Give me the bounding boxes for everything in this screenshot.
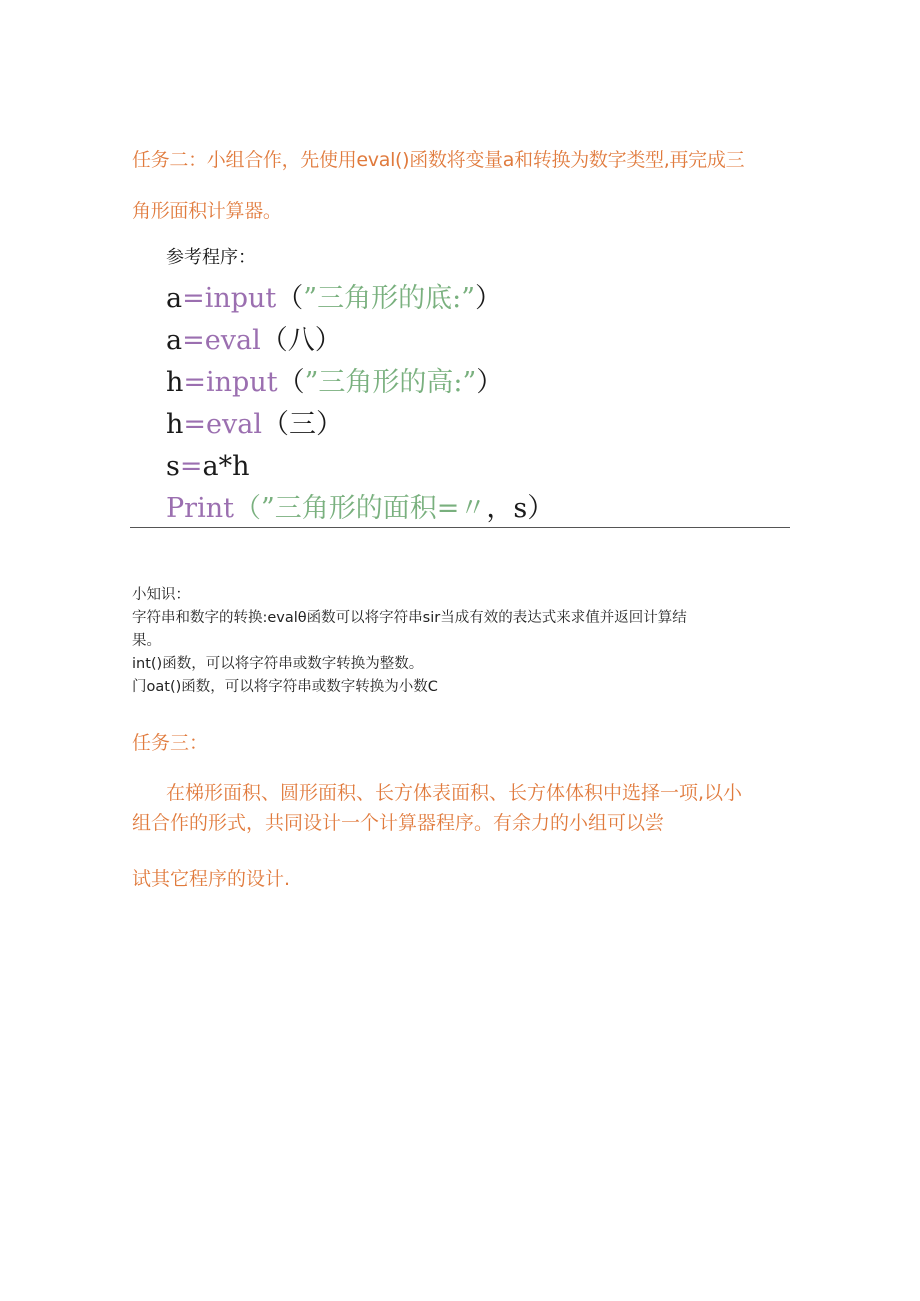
code-token: a	[166, 325, 183, 356]
reference-program-title: 参考程序：	[166, 247, 256, 268]
code-line	[166, 322, 554, 364]
code-token: h	[166, 367, 184, 398]
code-token: ”三角形的底:”	[303, 283, 475, 314]
code-token: （	[276, 283, 304, 314]
reference-code-block	[166, 280, 554, 532]
code-token: ，s）	[486, 493, 555, 524]
task3-description	[132, 778, 802, 894]
code-token: （	[233, 493, 261, 524]
code-token: =	[183, 409, 207, 440]
code-token: ）	[475, 283, 502, 314]
code-line	[166, 406, 554, 448]
task2-line2: 角形面积计算器。	[132, 200, 282, 222]
knowledge-line: 门oat()函数，可以将字符串或数字转换为小数C	[132, 679, 438, 695]
code-token: （三）	[261, 409, 343, 440]
code-token: a	[166, 283, 183, 314]
task3-line2: 组合作的形式，共同设计一个计算器程序。有余力的小组可以尝	[132, 812, 665, 834]
knowledge-section	[132, 584, 792, 699]
code-line	[166, 448, 554, 490]
code-token: =	[183, 367, 207, 398]
knowledge-title: 小知识：	[132, 587, 190, 603]
code-token: =	[182, 325, 205, 356]
code-line	[166, 490, 554, 532]
divider-line	[130, 527, 790, 528]
code-token: ”三角形的高:”	[304, 367, 477, 398]
knowledge-line: 果。	[132, 633, 161, 649]
knowledge-line: int()函数，可以将字符串或数字转换为整数。	[132, 656, 424, 672]
code-line	[166, 364, 554, 406]
code-token: input	[204, 283, 277, 314]
code-token: （八）	[260, 325, 342, 356]
code-token: a*h	[202, 451, 250, 482]
code-token: ）	[476, 367, 504, 398]
code-token: s	[166, 451, 180, 482]
code-line	[166, 280, 554, 322]
code-token: =	[182, 283, 205, 314]
task3-line3: 试其它程序的设计.	[132, 868, 291, 890]
knowledge-line: 字符串和数字的转换:evalθ函数可以将字符串sir当成有效的表达式来求值并返回计算结	[132, 610, 687, 626]
code-token: =	[179, 451, 203, 482]
task3-line1: 在梯形面积、圆形面积、长方体表面积、长方体体积中选择一项,以小	[166, 782, 743, 804]
task2-line1: 任务二：小组合作，先使用eval()函数将变量a和转换为数字类型,再完成三	[132, 149, 745, 171]
code-token: Print	[166, 493, 234, 524]
code-token: （	[277, 367, 305, 398]
code-token: eval	[204, 325, 261, 356]
code-token: eval	[206, 409, 262, 440]
code-token: h	[166, 409, 184, 440]
task3-title: 任务三：	[132, 732, 209, 754]
task2-instruction	[132, 138, 792, 233]
code-token: input	[206, 367, 278, 398]
code-token: ”三角形的面积=〃	[260, 493, 487, 524]
